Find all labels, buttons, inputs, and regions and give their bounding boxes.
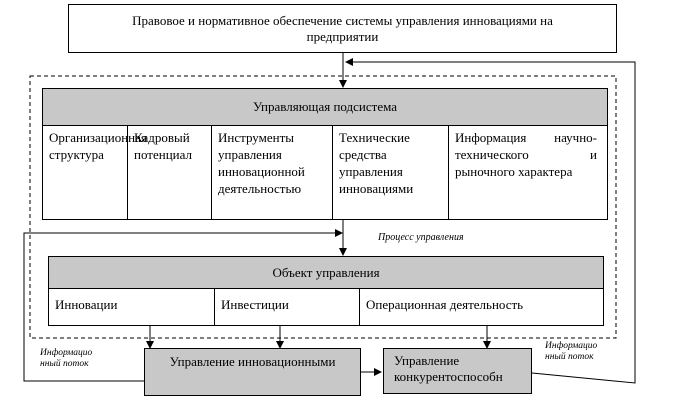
innovation-management-box: [144, 348, 361, 396]
info-flow-left-label: Информацио нный поток: [40, 348, 93, 369]
legal-framework-box: [68, 4, 617, 53]
competitiveness-management-box: [383, 348, 532, 394]
item-technical-means: Технические средства управления инновациями: [333, 125, 449, 219]
control-subsystem-box: [42, 88, 608, 220]
legal-framework-text: Правовое и нормативное обеспечение системы управления инновациями на предприятии: [132, 12, 553, 44]
competitiveness-management-text: Управление конкурентоспособн: [394, 353, 503, 384]
object-operations: Операционная деятельность: [366, 297, 524, 312]
control-subsystem-title: Управляющая подсистема: [253, 99, 397, 114]
object-investments: Инвестиции: [215, 288, 360, 325]
control-subsystem-header: [43, 89, 607, 126]
object-innovations: Инновации: [49, 288, 215, 325]
item-information: Информация научно-технического и рыночного характера: [455, 130, 597, 179]
item-management-tools: Инструменты управления инновационной деятельностью: [212, 125, 333, 219]
info-flow-right-label: Информацио нный поток: [545, 341, 598, 362]
control-object-header: [49, 257, 603, 289]
control-object-box: [48, 256, 604, 326]
item-hr-potential: Кадровый потенциал: [128, 125, 212, 219]
innovation-management-text: Управление инновационными: [169, 354, 336, 369]
process-label: Процесс управления: [378, 232, 464, 243]
item-org-structure: Организационная структура: [43, 125, 128, 219]
control-object-title: Объект управления: [272, 264, 380, 280]
